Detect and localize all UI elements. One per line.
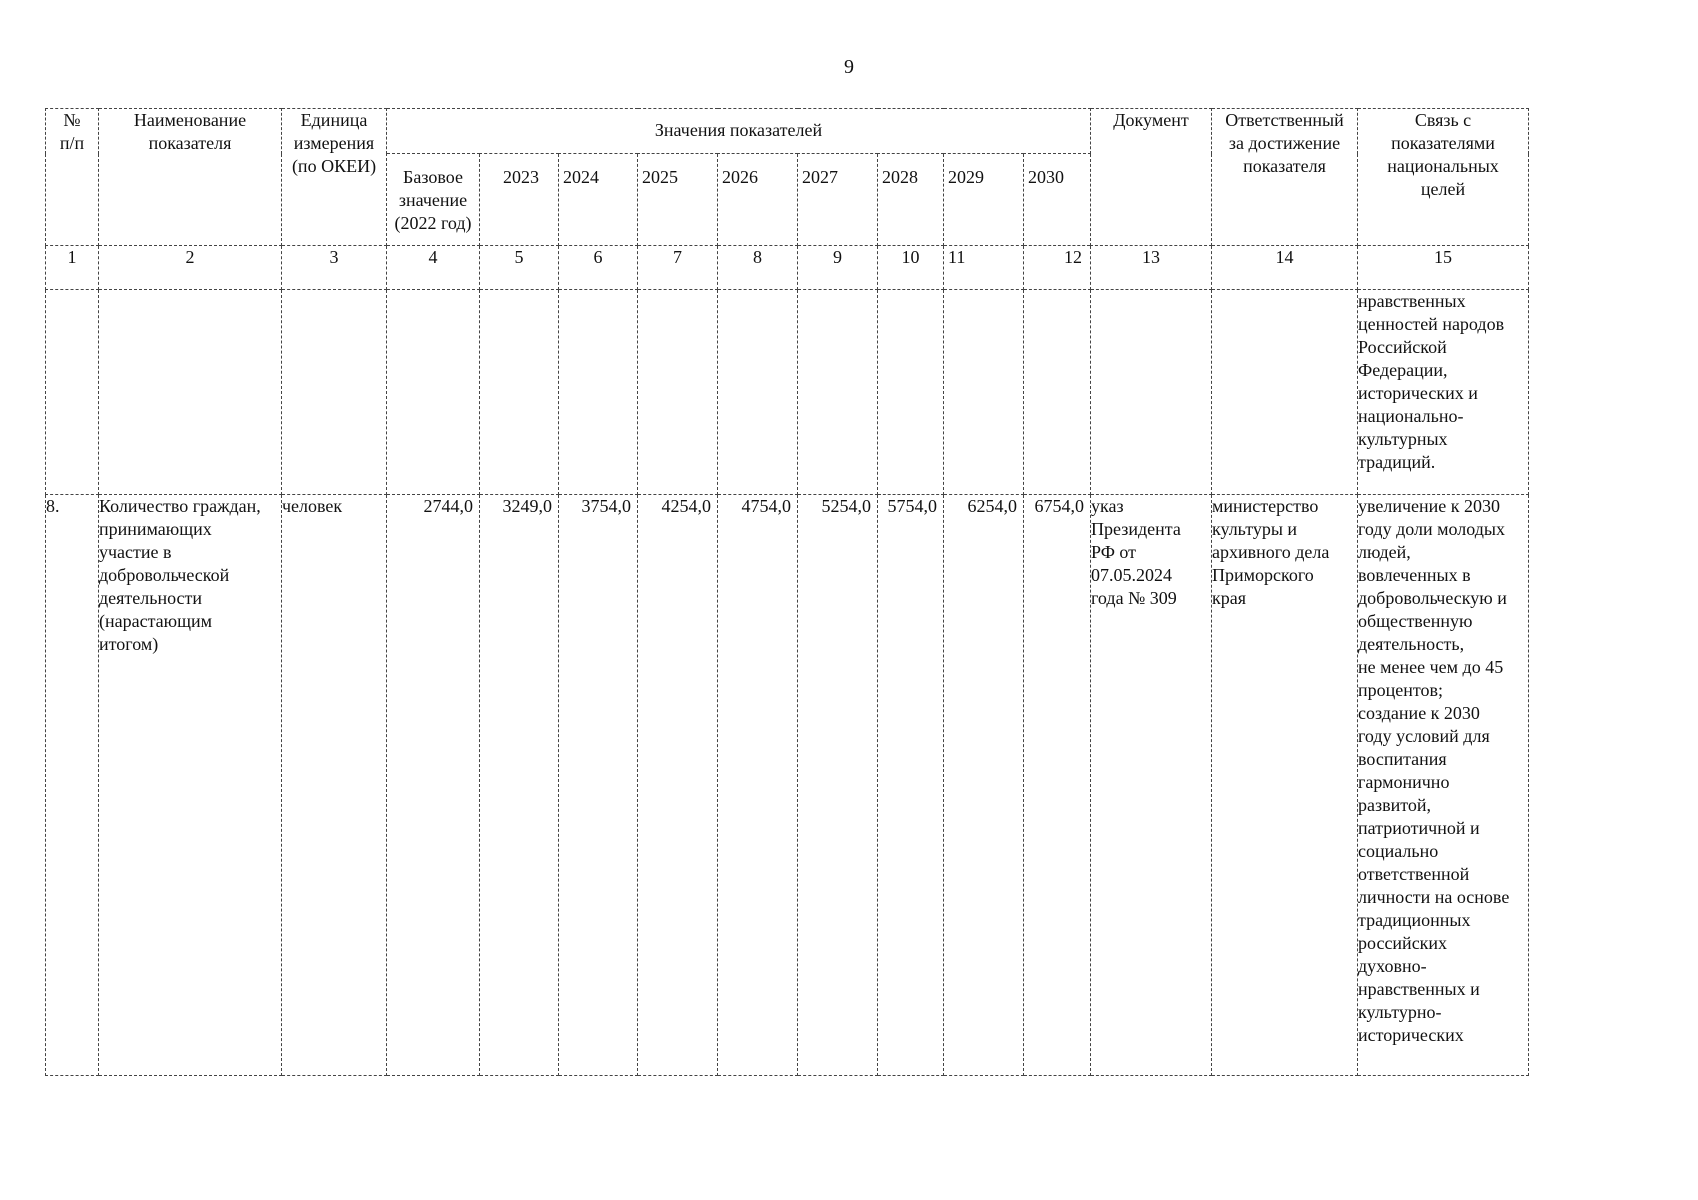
empty-cell <box>387 290 480 495</box>
empty-cell <box>1024 290 1091 495</box>
value-2027: 5254,0 <box>798 495 878 1076</box>
column-number: 5 <box>480 246 559 290</box>
header-unit: Единица измерения (по ОКЕИ) <box>282 109 387 246</box>
empty-cell <box>944 290 1024 495</box>
empty-cell <box>1091 290 1212 495</box>
row-number: 8. <box>46 495 99 1076</box>
column-number: 6 <box>559 246 638 290</box>
value-2024: 3754,0 <box>559 495 638 1076</box>
continued-link-text: нравственных ценностей народов Российской Федерации, исторических и национально- культурных традиций. <box>1358 290 1529 495</box>
header-year: 2026 <box>718 154 798 246</box>
column-number: 9 <box>798 246 878 290</box>
empty-cell <box>878 290 944 495</box>
empty-cell <box>480 290 559 495</box>
empty-cell <box>638 290 718 495</box>
column-number: 4 <box>387 246 480 290</box>
column-number: 1 <box>46 246 99 290</box>
header-year: 2027 <box>798 154 878 246</box>
column-number: 11 <box>944 246 1024 290</box>
header-values-group: Значения показателей <box>387 109 1091 154</box>
header-year: 2025 <box>638 154 718 246</box>
value-2030: 6754,0 <box>1024 495 1091 1076</box>
indicator-name: Количество граждан, принимающих участие в добровольческой деятельности (нарастающим итогом) <box>99 495 282 1076</box>
column-number: 13 <box>1091 246 1212 290</box>
header-year: 2024 <box>559 154 638 246</box>
table-row <box>46 495 1529 1076</box>
header-link: Связь с показателями национальных целей <box>1358 109 1529 246</box>
header-num: № п/п <box>46 109 99 246</box>
column-number: 2 <box>99 246 282 290</box>
column-number-row <box>46 246 1529 290</box>
value-2026: 4754,0 <box>718 495 798 1076</box>
empty-cell <box>718 290 798 495</box>
header-year: 2023 <box>480 154 559 246</box>
empty-cell <box>282 290 387 495</box>
column-number: 10 <box>878 246 944 290</box>
document-cell: указ Президента РФ от 07.05.2024 года № 309 <box>1091 495 1212 1076</box>
value-2028: 5754,0 <box>878 495 944 1076</box>
continued-row <box>46 290 1529 495</box>
header-year: 2029 <box>944 154 1024 246</box>
header-base: Базовое значение (2022 год) <box>387 154 480 246</box>
column-number: 7 <box>638 246 718 290</box>
page-number: 9 <box>844 56 854 78</box>
indicators-table <box>45 108 1529 1076</box>
value-base: 2744,0 <box>387 495 480 1076</box>
column-number: 14 <box>1212 246 1358 290</box>
header-responsible: Ответственный за достижение показателя <box>1212 109 1358 246</box>
column-number: 8 <box>718 246 798 290</box>
empty-cell <box>46 290 99 495</box>
link-cell: увеличение к 2030 году доли молодых людей, вовлеченных в добровольческую и общественную деятельность, не менее чем до 45 процентов; создание к 2030 году условий для воспитания гармонично развитой, патриотичной и социально ответственной личности на основе традиционных российских духовно- нравственных и культурно- исторических <box>1358 495 1529 1076</box>
empty-cell <box>99 290 282 495</box>
header-row-top <box>46 109 1529 154</box>
value-2023: 3249,0 <box>480 495 559 1076</box>
responsible-cell: министерство культуры и архивного дела Приморского края <box>1212 495 1358 1076</box>
column-number: 3 <box>282 246 387 290</box>
header-year: 2028 <box>878 154 944 246</box>
empty-cell <box>1212 290 1358 495</box>
header-name: Наименование показателя <box>99 109 282 246</box>
empty-cell <box>559 290 638 495</box>
value-2025: 4254,0 <box>638 495 718 1076</box>
header-document: Документ <box>1091 109 1212 246</box>
empty-cell <box>798 290 878 495</box>
column-number: 15 <box>1358 246 1529 290</box>
indicator-unit: человек <box>282 495 387 1076</box>
value-2029: 6254,0 <box>944 495 1024 1076</box>
column-number: 12 <box>1024 246 1091 290</box>
header-year: 2030 <box>1024 154 1091 246</box>
